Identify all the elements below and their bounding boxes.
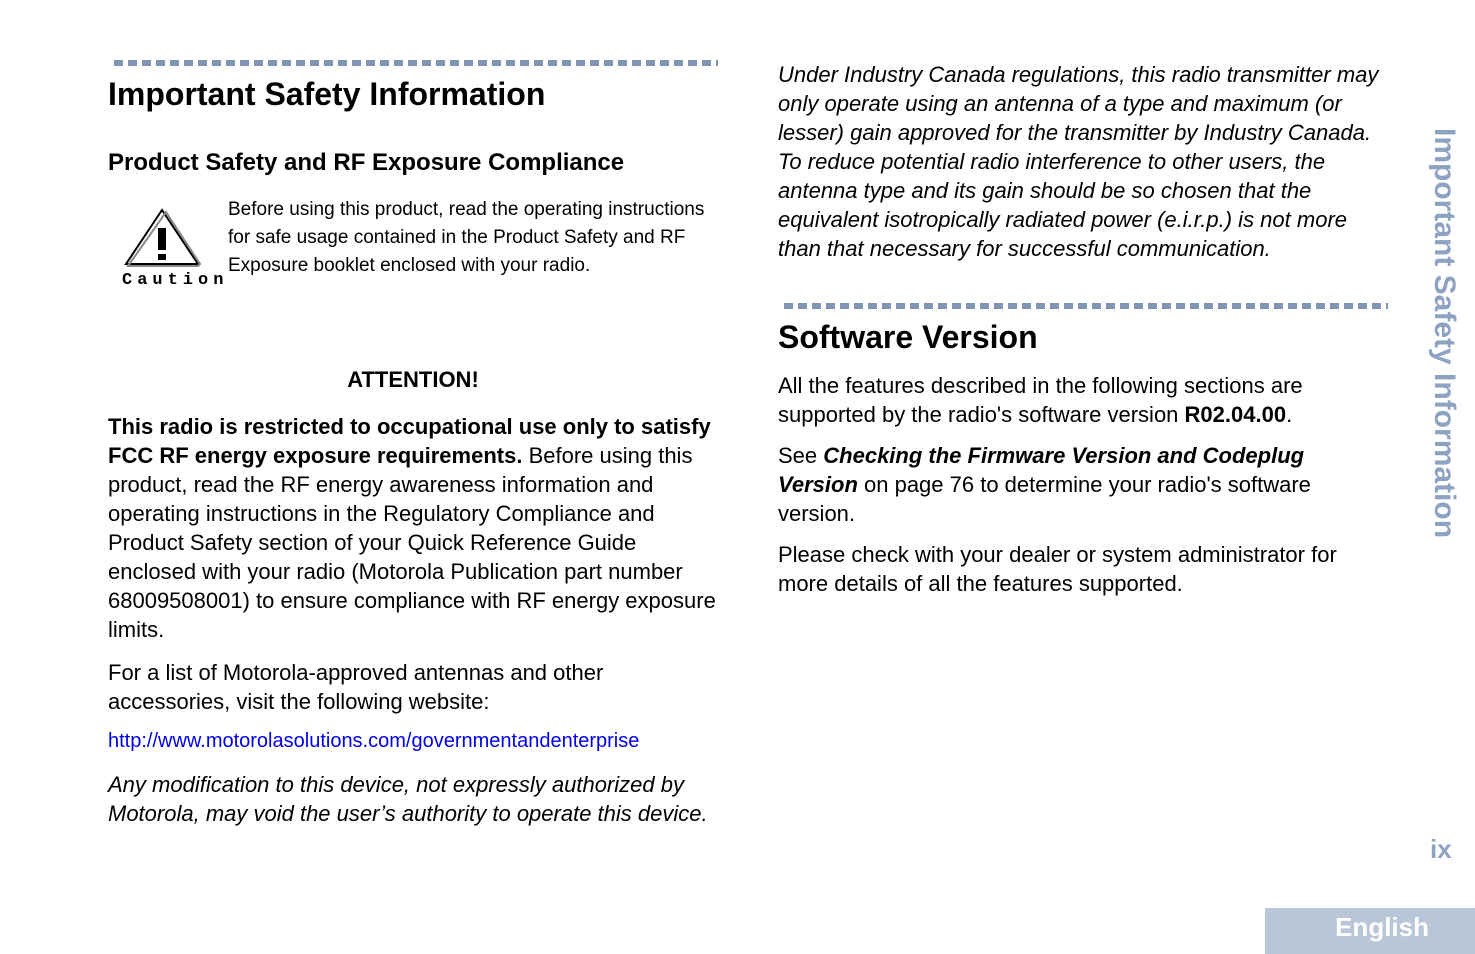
- website-link[interactable]: http://www.motorolasolutions.com/governmentandenterprise: [108, 730, 640, 752]
- section-divider: [114, 60, 718, 66]
- page-title: Important Safety Information: [108, 76, 546, 112]
- software-text-after: .: [1286, 402, 1293, 427]
- left-column: [108, 60, 718, 828]
- attention-body-text: Before using this product, read the RF energy awareness information and operating instructions in the Regulatory Compliance and Product Safety section of your Quick Reference Guide enclosed with your radio (Motorola Publication part number 68009508001) to ensure compliance with RF energy exposure limits.: [108, 443, 716, 642]
- caution-block: [108, 196, 718, 306]
- sidebar-title-text: Important Safety Information: [1428, 128, 1461, 539]
- caution-label: Caution: [122, 271, 229, 290]
- dealer-paragraph: Please check with your dealer or system administrator for more details of all the features supported.: [778, 542, 1337, 596]
- caution-text: Before using this product, read the operating instructions for safe usage contained in the Product Safety and RF Exposure booklet enclosed with your radio.: [228, 199, 705, 276]
- section-divider: [784, 303, 1388, 309]
- software-version-paragraph: [778, 371, 1388, 429]
- attention-bold-text: This radio is restricted to occupational use only to satisfy FCC RF energy exposure requirements.: [108, 414, 711, 468]
- see-suffix: on page 76 to determine your radio's software version.: [778, 472, 1311, 526]
- firmware-reference-link[interactable]: Checking the Firmware Version and Codeplug Version: [778, 443, 1305, 497]
- sidebar-section-title: [1421, 128, 1461, 598]
- page-number: ix: [1430, 834, 1452, 864]
- language-tab[interactable]: English: [1265, 908, 1475, 954]
- software-version-title: Software Version: [778, 319, 1038, 355]
- warning-triangle-icon: [122, 206, 202, 268]
- see-reference-paragraph: [778, 441, 1388, 528]
- software-version-number: R02.04.00: [1184, 402, 1287, 427]
- accessories-paragraph: For a list of Motorola-approved antennas and other accessories, visit the following website:: [108, 660, 604, 714]
- see-prefix: See: [778, 443, 824, 468]
- attention-heading: ATTENTION!: [347, 367, 479, 392]
- modification-paragraph: Any modification to this device, not expressly authorized by Motorola, may void the user’s authority to operate this device.: [108, 772, 708, 826]
- industry-canada-paragraph: Under Industry Canada regulations, this radio transmitter may only operate using an antenna of a type and maximum (or lesser) gain approved for the transmitter by Industry Canada. To reduce potential radio interference to other users, the antenna type and its gain should be so chosen that the equivalent isotropically radiated power (e.i.r.p.) is not more than that necessary for successful communication.: [778, 62, 1379, 261]
- software-text-before: All the features described in the following sections are supported by the radio's software version: [778, 373, 1303, 427]
- right-column: [778, 60, 1388, 598]
- attention-paragraph: [108, 412, 718, 644]
- section-subtitle: Product Safety and RF Exposure Compliance: [108, 149, 625, 176]
